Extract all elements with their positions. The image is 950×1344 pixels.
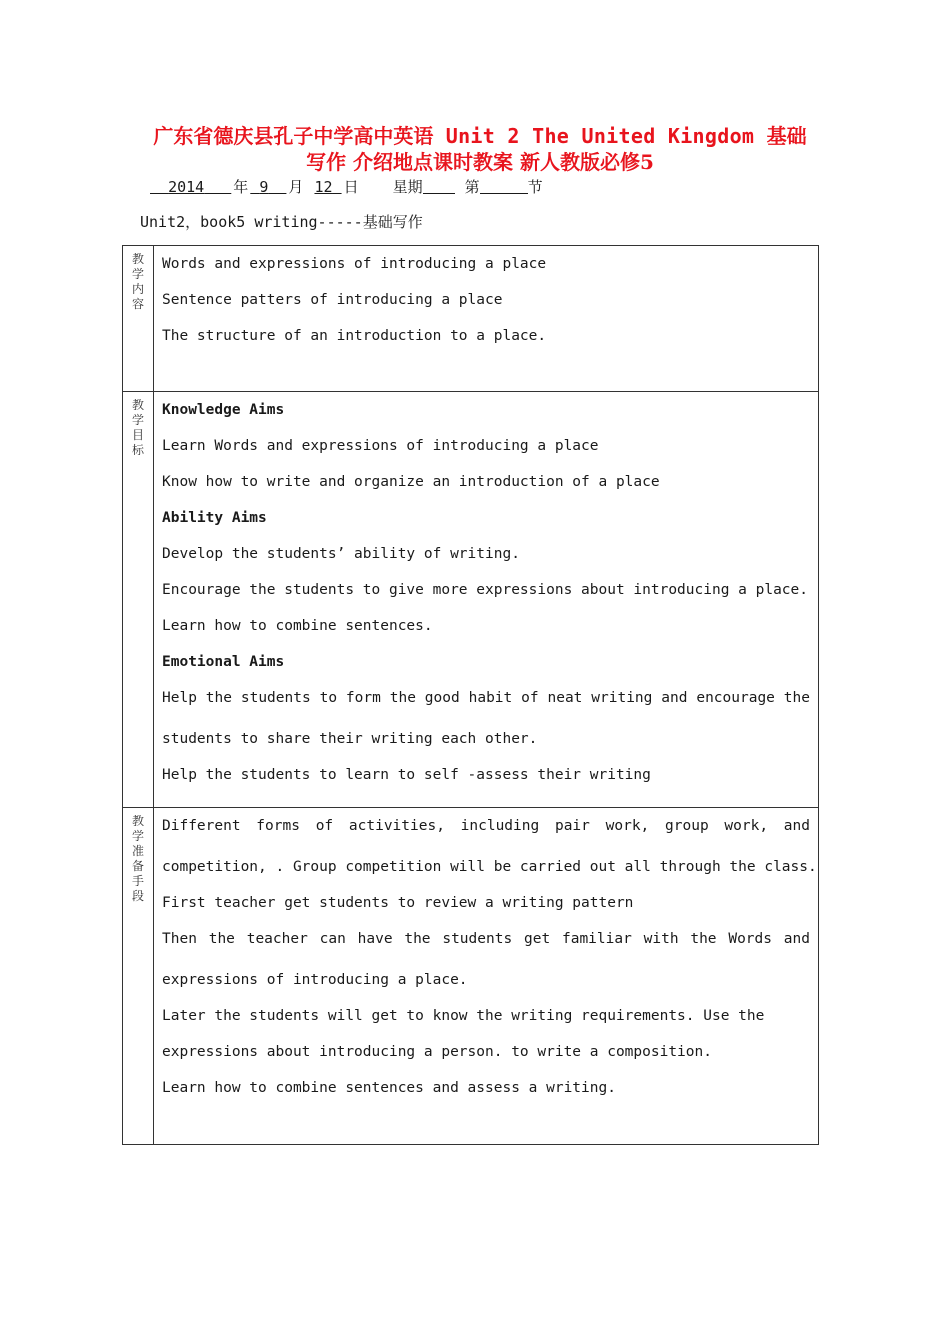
content-line: Different forms of activities, including pair work, group work, and bbox=[162, 818, 810, 834]
content-line: Sentence patters of introducing a place bbox=[162, 292, 503, 308]
content-line: Learn how to combine sentences and assess a writing. bbox=[162, 1080, 616, 1096]
lesson-plan-table bbox=[122, 245, 819, 1145]
date-month: 9 bbox=[259, 178, 269, 196]
date-day: 12 bbox=[314, 178, 333, 196]
content-line: Words and expressions of introducing a place bbox=[162, 256, 547, 272]
content-line: The structure of an introduction to a place. bbox=[162, 328, 547, 344]
content-line: Then the teacher can have the students get familiar with the Words and bbox=[162, 931, 810, 947]
date-line: 2014 年 9 月 12 日 星期 第 节 bbox=[148, 177, 543, 197]
content-line: First teacher get students to review a writing pattern bbox=[162, 895, 634, 911]
content-line: expressions of introducing a place. bbox=[162, 972, 468, 988]
table-row-teaching-aims bbox=[123, 392, 819, 808]
weekday-label: 星期 bbox=[392, 178, 423, 196]
title-line-1: 广东省德庆县孔子中学高中英语 Unit 2 The United Kingdom 基础 bbox=[153, 124, 807, 148]
unit-line: Unit2，book5 writing-----基础写作 bbox=[140, 213, 423, 231]
section-label-cell bbox=[123, 808, 154, 1145]
content-line: competition, . Group competition will be carried out all through the class. bbox=[162, 859, 817, 875]
document-title bbox=[130, 123, 830, 175]
subheading-knowledge-aims: Knowledge Aims bbox=[162, 402, 285, 418]
period-suffix: 节 bbox=[527, 178, 543, 196]
title-line-2: 写作 介绍地点课时教案 新人教版必修5 bbox=[306, 150, 654, 174]
period-prefix: 第 bbox=[464, 178, 480, 196]
section-label: 教学准备手段 bbox=[131, 814, 144, 903]
period-blank bbox=[480, 179, 528, 194]
content-line: Encourage the students to give more expressions about introducing a place. bbox=[162, 582, 809, 598]
date-year: 2014 bbox=[168, 178, 205, 196]
table-row-teaching-content bbox=[123, 246, 819, 392]
content-line: Help the students to form the good habit of neat writing and encourage the bbox=[162, 690, 810, 706]
table-row-teaching-methods bbox=[123, 808, 819, 1145]
content-line: Later the students will get to know the writing requirements. Use the bbox=[162, 1008, 765, 1024]
subheading-ability-aims: Ability Aims bbox=[162, 510, 267, 526]
section-label: 教学目标 bbox=[131, 398, 144, 457]
content-line: Learn Words and expressions of introducing a place bbox=[162, 438, 599, 454]
content-line: Help the students to learn to self -assess their writing bbox=[162, 767, 651, 783]
section-label-cell bbox=[123, 246, 154, 392]
section-label-cell bbox=[123, 392, 154, 808]
content-line: expressions about introducing a person. to write a composition. bbox=[162, 1044, 712, 1060]
content-line: Know how to write and organize an introduction of a place bbox=[162, 474, 660, 490]
content-line: students to share their writing each other. bbox=[162, 731, 538, 747]
subheading-emotional-aims: Emotional Aims bbox=[162, 654, 285, 670]
section-label: 教学内容 bbox=[131, 252, 144, 311]
section-content-cell bbox=[154, 808, 819, 1145]
content-line: Develop the students’ ability of writing. bbox=[162, 546, 520, 562]
section-content-cell bbox=[154, 392, 819, 808]
weekday-blank bbox=[423, 179, 455, 194]
content-line: Learn how to combine sentences. bbox=[162, 618, 433, 634]
section-content-cell bbox=[154, 246, 819, 392]
